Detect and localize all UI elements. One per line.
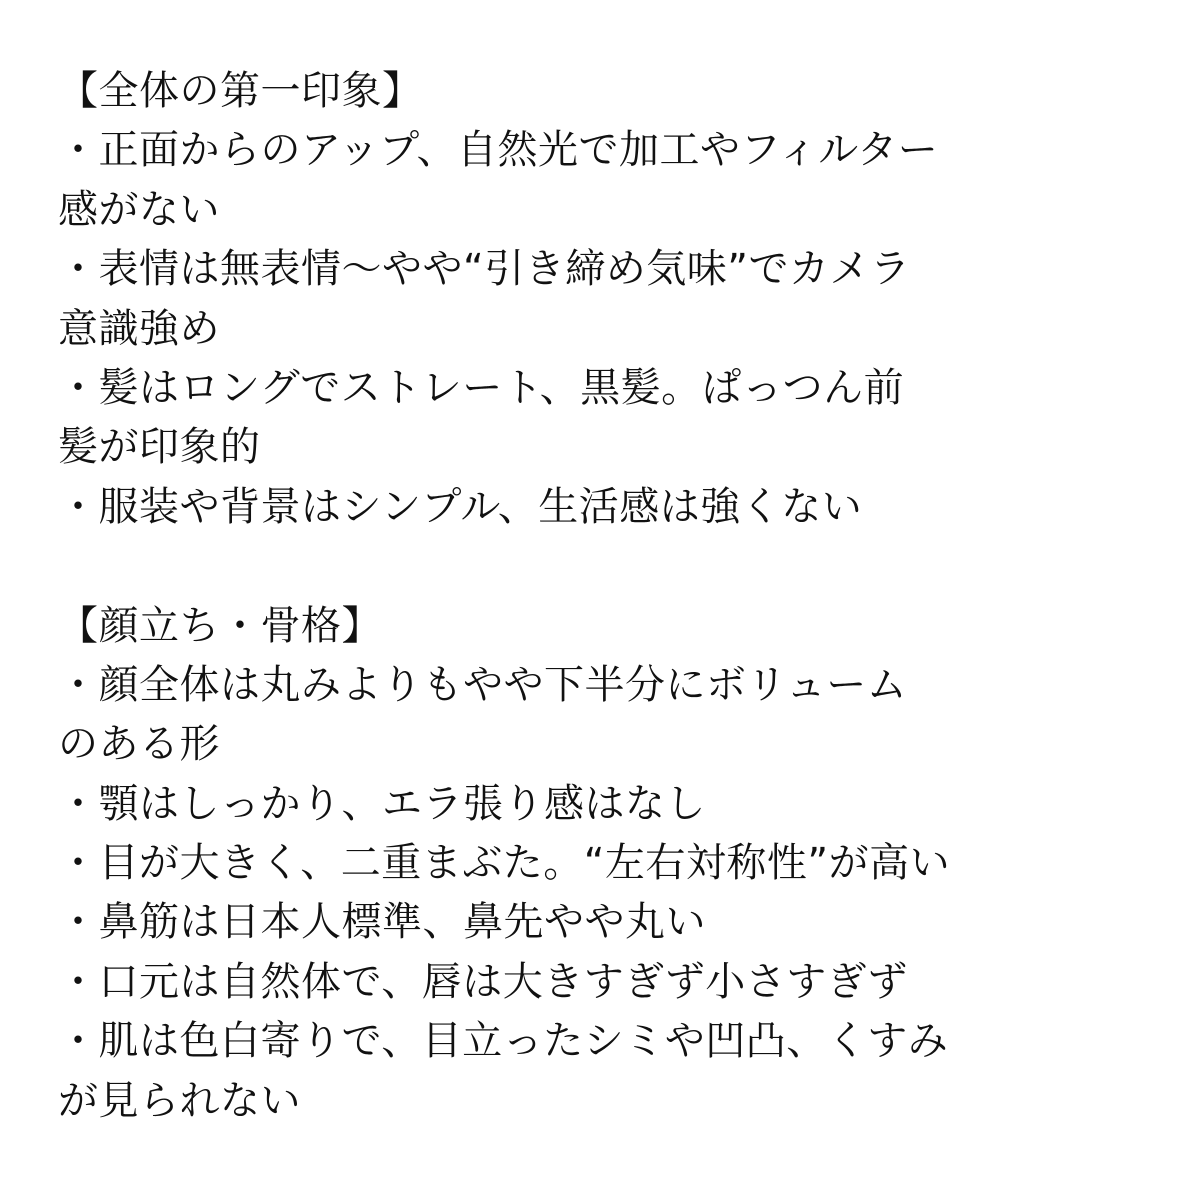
document-body — [58, 62, 1138, 1131]
bullet-item — [58, 775, 1138, 834]
bullet-text-line: ・鼻筋は日本人標準、鼻先やや丸い — [58, 899, 706, 946]
section-heading: 【顔立ち・骨格】 — [58, 602, 382, 649]
section-heading: 【全体の第一印象】 — [58, 68, 423, 114]
bullet-item — [58, 953, 1138, 1012]
bullet-item — [58, 359, 1138, 478]
bullet-text-line: ・表情は無表情〜やや“引き締め気味”でカメラ — [58, 246, 911, 293]
bullet-item — [58, 240, 1138, 359]
bullet-item — [58, 478, 1138, 537]
bullet-text-line: 感がない — [58, 186, 220, 233]
bullet-text-line: ・顎はしっかり、エラ張り感はなし — [58, 780, 706, 827]
bullet-text-line: 髪が印象的 — [58, 424, 261, 471]
bullet-item — [58, 893, 1138, 952]
bullet-item — [58, 121, 1138, 240]
bullet-item — [58, 656, 1138, 775]
bullet-text-line: ・目が大きく、二重まぶた。“左右対称性”が高い — [58, 840, 951, 887]
section-first-impression — [58, 62, 1138, 537]
bullet-text-line: ・髪はロングでストレート、黒髪。ぱっつん前 — [58, 364, 905, 411]
bullet-text-line: 意識強め — [58, 305, 220, 352]
bullet-text-line: ・服装や背景はシンプル、生活感は強くない — [58, 483, 863, 530]
bullet-text-line: ・口元は自然体で、唇は大きすぎず小さすぎず — [58, 958, 908, 1005]
bullet-item — [58, 834, 1138, 893]
bullet-text-line: ・肌は色白寄りで、目立ったシミや凹凸、くすみ — [58, 1018, 949, 1065]
bullet-text-line: のある形 — [58, 721, 220, 768]
bullet-text-line: ・顔全体は丸みよりもやや下半分にボリューム — [58, 661, 908, 708]
section-face-structure — [58, 597, 1138, 1132]
bullet-item — [58, 1012, 1138, 1131]
bullet-text-line: ・正面からのアップ、自然光で加工やフィルター — [58, 127, 939, 174]
bullet-text-line: が見られない — [58, 1077, 301, 1124]
